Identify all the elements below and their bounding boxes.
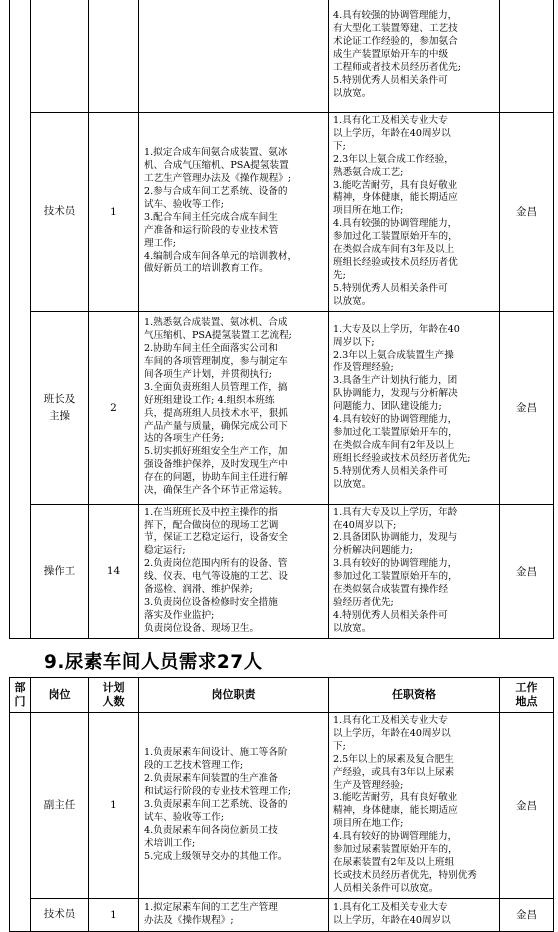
duty-line: 做好新员工的培训教育工作。 [144, 263, 269, 275]
requirement-line: 先; [333, 269, 346, 281]
requirements-cell [329, 898, 500, 931]
location-cell: 金昌 [500, 898, 554, 931]
duty-line: 2.参与合成车间工艺系统、设备的 [144, 185, 288, 197]
header-department: 部 门 [10, 678, 31, 713]
duty-line: 理工作; [144, 237, 177, 249]
count-cell: 1 [89, 113, 139, 312]
synthesis-workshop-table [9, 0, 554, 639]
duty-line: 机、合成气压缩机、PSA提氢装置 [144, 160, 289, 172]
requirement-line: 3.具有较好的协调管理能力， [333, 558, 458, 570]
duty-line: 2.负责岗位范围内所有的设备、管 [144, 558, 288, 570]
requirements-cell [329, 504, 500, 638]
location-cell [500, 0, 554, 113]
requirement-line: 2.3年以上氨合成工作经验， [333, 153, 454, 165]
requirement-line: 以放宽。 [333, 478, 372, 490]
duty-line: 兵，提高班组人员技术水平，狠抓 [144, 407, 288, 419]
requirement-line: 在40周岁以下; [333, 519, 397, 531]
requirement-line: 4.具有较强的协调管理能力， [333, 10, 458, 22]
duty-line: 试车、验收等工作; [144, 198, 224, 210]
duty-line: 产品产量与质量，确保完成公司下 [144, 420, 288, 432]
duties-cell [139, 311, 329, 504]
table-row [10, 311, 554, 504]
requirement-line: 在类似合成车间有2年及以上 [333, 439, 455, 451]
count-cell: 2 [89, 311, 139, 504]
duty-line: 4.编制合成车间各单元的培训教材， [144, 250, 298, 262]
position-cell: 副主任 [31, 713, 89, 899]
duty-line: 5.切实抓好班组安全生产工作，加 [144, 446, 288, 458]
requirement-line: 术论证工作经验的，参加氨合 [333, 36, 458, 48]
duty-line: 3.配合车间主任完成合成车间生 [144, 211, 278, 223]
requirement-line: 精神，身体健康，能长期适应 [333, 805, 458, 817]
duty-line: 3.负责岗位设备检修时安全措施 [144, 596, 278, 608]
requirement-line: 3.具备生产计划执行能力，团 [333, 375, 458, 387]
requirement-line: 工程师或者技术员经历者优先; [333, 61, 461, 73]
duties-cell [139, 0, 329, 113]
duty-line: 1.拟定合成车间氨合成装置、氨冰 [144, 147, 288, 159]
duty-line: 存在的问题，协助车间主任进行解 [144, 472, 288, 484]
location-cell: 金昌 [500, 713, 554, 899]
requirement-line: 3.能吃苦耐劳，具有良好敬业 [333, 179, 458, 191]
requirement-line: 生产及管理经验; [333, 779, 404, 791]
requirement-line: 有大型化工装置筹建、工艺技 [333, 23, 458, 35]
duty-line: 达的各项生产任务; [144, 433, 224, 445]
requirement-line: 参加过化工装置原始开车的， [333, 571, 458, 583]
requirement-line: 4.具有较强的协调管理能力， [333, 218, 458, 230]
requirement-line: 熟悉氨合成工艺; [333, 166, 404, 178]
header-location: 工作 地点 [500, 678, 554, 713]
position-cell: 班长及 主操 [31, 311, 89, 504]
requirement-line: 验经历者优先; [333, 596, 394, 608]
department-cell [10, 713, 31, 932]
requirement-line: 2.3年以上氨合成装置生产操 [333, 349, 454, 361]
duty-line: 4.负责尿素车间各岗位新员工技 [144, 824, 278, 836]
requirement-line: 1.大专及以上学历，年龄在40 [333, 323, 460, 335]
duty-line: 产准备和运行阶段的专业技术管 [144, 224, 279, 236]
duty-line: 3.负责尿素车间工艺系统、设备的 [144, 798, 288, 810]
table-header-row [10, 678, 554, 713]
requirement-line: 长或技术员经历者优先，特别优秀 [333, 869, 477, 881]
duty-line: 工艺生产管理办法及《操作规程》; [144, 173, 292, 185]
duty-line: 1.负责尿素车间设计、施工等各阶 [144, 747, 288, 759]
duties-cell [139, 713, 329, 899]
section-title: 9.尿素车间人员需求27人 [44, 652, 263, 673]
requirement-line: 2.5年以上的尿素及复合肥生 [333, 753, 454, 765]
header-position: 岗位 [31, 678, 89, 713]
duties-cell [139, 113, 329, 312]
requirement-line: 以上学历，年龄在40周岁以 [333, 127, 451, 139]
requirement-line: 1.具有化工及相关专业大专 [333, 901, 448, 913]
location-cell: 金昌 [500, 311, 554, 504]
requirement-line: 作及管理经验; [333, 362, 394, 374]
requirement-line: 问题能力、团队建设能力; [333, 401, 442, 413]
requirement-line: 在尿素装置有2年及以上班组 [333, 856, 455, 868]
location-cell: 金昌 [500, 113, 554, 312]
requirement-line: 人员相关条件可以放宽。 [333, 882, 439, 894]
duty-line: 2.负责尿素车间装置的生产准备 [144, 773, 278, 785]
requirement-line: 周岁以下; [333, 336, 375, 348]
duty-line: 强设备维护保养，及时发现生产中 [144, 459, 288, 471]
duties-cell [139, 898, 329, 931]
duty-line: 节，保证工艺稳定运行，设备安全 [144, 532, 288, 544]
duty-line: 间各项生产计划，并贯彻执行; [144, 368, 272, 380]
duty-line: 气压缩机、PSA提氢装置工艺流程; [144, 330, 292, 342]
requirement-line: 以上学历，年龄在40周岁以 [333, 727, 451, 739]
table-row [10, 113, 554, 312]
requirement-line: 1.具有化工及相关专业大专 [333, 715, 448, 726]
requirement-line: 3.能吃苦耐劳，具有良好敬业 [333, 792, 458, 804]
requirement-line: 以上学历，年龄在40周岁以 [333, 914, 451, 926]
requirement-line: 下; [333, 140, 346, 152]
requirement-line: 成生产装置原始开车的中级 [333, 49, 449, 61]
requirement-line: 项目所在地工作; [333, 818, 404, 830]
requirement-line: 以放宽。 [333, 622, 372, 634]
requirement-line: 4.具有较好的协调管理能力， [333, 414, 458, 426]
department-cell [10, 0, 31, 638]
duty-line: 试车、验收等工作; [144, 811, 224, 823]
requirement-line: 5.特别优秀人员相关条件可 [333, 74, 448, 86]
duty-line: 备巡检、润滑、维护保养; [144, 584, 253, 596]
requirement-line: 5.特别优秀人员相关条件可 [333, 282, 448, 294]
requirements-cell [329, 0, 500, 113]
duty-line: 1.熟悉氨合成装置、氨冰机、合成 [144, 317, 288, 329]
duty-line: 和试运行阶段的专业技术管理工作; [144, 785, 292, 797]
header-requirements: 任职资格 [329, 678, 500, 713]
table-row [10, 0, 554, 113]
location-cell: 金昌 [500, 504, 554, 638]
table-row [10, 504, 554, 638]
requirement-line: 精神，身体健康，能长期适应 [333, 192, 458, 204]
duty-line: 2.协助车间主任全面落实公司和 [144, 343, 278, 355]
position-cell: 技术员 [31, 898, 89, 931]
duty-line: 1.在当班班长及中控主操作的指 [144, 506, 278, 518]
requirement-line: 班组长经验或技术员经历者优先; [333, 452, 471, 464]
position-cell: 技术员 [31, 113, 89, 312]
duty-line: 办法及《操作规程》; [144, 914, 234, 926]
requirement-line: 队协调能力，发现与分析解决 [333, 388, 458, 400]
requirement-line: 项目所在地工作; [333, 205, 404, 217]
requirement-line: 以放宽。 [333, 295, 372, 307]
requirement-line: 参加过化工装置原始开车的， [333, 231, 458, 243]
requirement-line: 5.特别优秀人员相关条件可 [333, 465, 448, 477]
requirement-line: 4.特别优秀人员相关条件可 [333, 609, 448, 621]
requirement-line: 以放宽。 [333, 87, 372, 99]
urea-workshop-table [9, 677, 554, 932]
requirement-line: 参加过尿素装置原始开车的， [333, 844, 458, 856]
header-duties: 岗位职责 [139, 678, 329, 713]
count-cell: 1 [89, 713, 139, 899]
requirement-line: 2.具备团队协调能力，发现与 [333, 532, 458, 544]
requirement-line: 分析解决问题能力; [333, 545, 413, 557]
requirement-line: 参加过化工装置原始开车的， [333, 426, 458, 438]
requirement-line: 在类似合成车间有3年及以上 [333, 244, 455, 256]
count-cell [89, 0, 139, 113]
requirement-line: 4.具有较好的协调管理能力， [333, 831, 458, 843]
duty-line: 术培训工作; [144, 837, 196, 849]
requirements-cell [329, 713, 500, 899]
duties-cell [139, 504, 329, 638]
duty-line: 3.全面负责班组人员管理工作，搞 [144, 381, 288, 393]
duty-line: 落实及作业监护; [144, 609, 215, 621]
requirement-line: 1.具有化工及相关专业大专 [333, 115, 448, 126]
duty-line: 5.完成上级领导交办的其他工作。 [144, 850, 288, 862]
duty-line: 决，确保生产各个环节正常运转。 [144, 485, 288, 497]
duty-line: 线、仪表、电气等设施的工艺、设 [144, 571, 288, 583]
requirement-line: 1.具有大专及以上学历，年龄 [333, 506, 458, 518]
duty-line: 段的工艺技术管理工作; [144, 760, 244, 772]
duty-line: 挥下，配合做岗位的现场工艺调 [144, 519, 279, 531]
header-count: 计划 人数 [89, 678, 139, 713]
requirement-line: 在类似氨合成装置有操作经 [333, 584, 449, 596]
duty-line: 好班组建设工作; 4.组织本班练 [144, 394, 275, 406]
requirements-cell [329, 113, 500, 312]
count-cell: 14 [89, 504, 139, 638]
requirement-line: 产经验，或具有3年以上尿素 [333, 766, 455, 778]
duty-line: 1.拟定尿素车间的工艺生产管理 [144, 901, 278, 913]
table-row [10, 898, 554, 931]
count-cell: 1 [89, 898, 139, 931]
table-row [10, 713, 554, 899]
requirement-line: 下; [333, 740, 346, 752]
position-cell: 操作工 [31, 504, 89, 638]
requirements-cell [329, 311, 500, 504]
duty-line: 车间的各项管理制度，参与制定车 [144, 355, 288, 367]
duty-line: 负责岗位设备、现场卫生。 [144, 622, 260, 634]
duty-line: 稳定运行; [144, 545, 186, 557]
position-cell [31, 0, 89, 113]
requirement-line: 班组长经验或技术员经历者优 [333, 256, 458, 268]
